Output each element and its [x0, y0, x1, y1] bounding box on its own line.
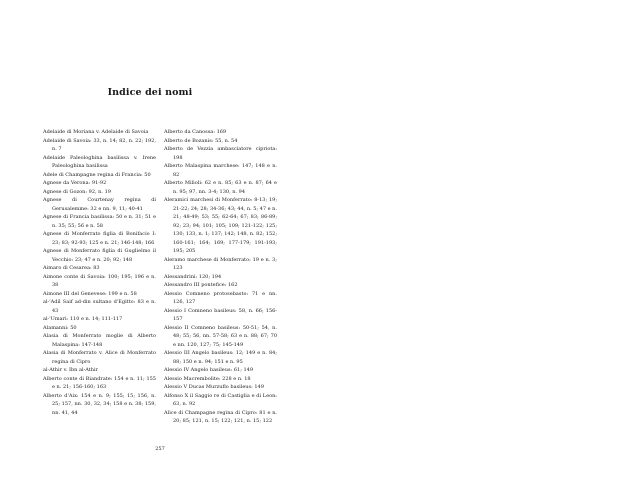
index-entry: Alberto d'Aix: 154 e n. 9; 155; 15; 156, n. 25; 157, nn. 30, 32, 34; 158 e n. 38; 159, nn. 41, 44	[43, 392, 156, 416]
index-entry: Alasia di Monferrato v. Alice di Monferrato regina di Cipro	[43, 350, 156, 365]
index-entry: Alasia di Monferrato moglie di Alberto Malaspina: 147-148	[43, 333, 156, 348]
index-entry: Alessandro III pontefice: 162	[164, 282, 238, 288]
index-entry: Alessio Comneno protosebasto: 71 e nn. 126, 127	[164, 290, 277, 305]
index-entry: al-'Umari: 110 e n. 14; 111-117	[43, 316, 123, 322]
index-entry: Alfonso X il Saggio re di Castiglia e di Leon: 63, n. 92	[164, 392, 277, 407]
page-number: 257	[155, 446, 165, 452]
index-entry: Alberto Milioli: 62 e n. 85; 63 e n. 87; 64 e n. 95; 97, nn. 3-4; 130, n. 94	[164, 180, 277, 195]
page-title: Indice dei nomi	[107, 87, 193, 98]
index-entry: Alice di Champagne regina di Cipro: 81 e n. 20; 85; 121, n. 15; 122; 121, n. 15; 122	[164, 409, 277, 424]
index-entry: Alberto de Vezzia ambasciatore cipriota: 198	[164, 146, 277, 161]
index-entry: Alessio II Comneno basileus: 50-51; 54, n. 48; 55; 56, nn. 57-58; 63 e n. 88; 67; 70 e nn. 120, 127; 75; 145-149	[164, 324, 277, 348]
index-entry: Adele di Champagne regina di Francia: 50	[43, 171, 151, 178]
index-entry: Aimaro di Cesarea: 83	[43, 265, 100, 271]
index-entry: Adelaide Paleologhina basilissa v. Irene Paleologhina basilissa	[43, 154, 156, 169]
index-column-left	[43, 128, 156, 417]
index-entry: Alessio V Ducas Murzuflo basileus: 149	[164, 384, 264, 390]
index-entry: Alberto de Bozanis: 55, n. 54	[164, 137, 238, 144]
index-entry: Aleramici marchesi di Monferrato: 8-13; 19; 21-22; 24; 28; 34-36; 43; 44, n. 5; 47 e n. 21; 48-49; 53; 55; 62-64; 67; 83; 86-89; 92; 23; 94; 101; 105; 109; 121-122; 125; 130; 133, n. 1; 137; 142; 148, n. 82; 152; 160-161; 164; 169; 177-179; 191-193; 195; 205	[164, 197, 278, 254]
index-entry: al-'Adil Saif ad-din sultano d'Egitto: 83 e n. 43	[43, 299, 156, 314]
index-entry: Adelaide di Savoia: 33, n. 14; 82, n. 22; 192, n. 7	[43, 137, 156, 152]
index-entry: Alberto conte di Biandrate: 154 e n. 11; 155 e n. 21; 156-160; 163	[43, 375, 156, 390]
index-entry: Aleramo marchese di Monferrato: 19 e n. 3; 123	[164, 256, 277, 271]
index-entry: Alessio IV Angelo basileus: 61; 149	[164, 367, 254, 373]
index-entry: Agnese di Gozon: 92, n. 19	[43, 188, 111, 195]
index-entry: Alessandrini: 120; 194	[164, 273, 222, 280]
index-entry: Alessio III Angelo basileus: 12; 149 e n. 84; 88; 150 e n. 94; 151 e n. 95	[164, 350, 277, 365]
index-entry: Agnese di Monferrato figlia di Guglielmo il Vecchio: 23; 47 e n. 20; 92; 148	[43, 248, 156, 263]
index-entry: Agnese di Courtenay regina di Gerusalemme: 32 e nn. 9, 11; 40-41	[43, 197, 156, 212]
index-entry: Alamanni: 50	[43, 324, 77, 331]
index-entry: Agnese di Monferrato figlia di Bonifacio I: 23; 83; 92-93; 125 e n. 21; 146-148; 166	[43, 231, 156, 246]
index-entry: al-Athir v. Ibn al-Athir	[43, 367, 99, 373]
index-entry: Alessio Macrembolite: 228 e n. 18	[164, 375, 251, 382]
index-column-right	[164, 128, 277, 426]
index-entry: Agnese da Verona: 91-92	[43, 180, 107, 186]
index-entry: Aimone conte di Savoia: 100; 195; 196 e n. 38	[43, 273, 156, 288]
index-entry: Adelaide di Moriana v. Adelaide di Savoia	[43, 129, 149, 135]
index-entry: Alberto da Canossa: 169	[164, 129, 227, 135]
index-entry: Aimone III del Genevese: 199 e n. 58	[43, 290, 137, 297]
index-entry: Agnese di Francia basilissa: 50 e n. 31; 51 e n. 35; 55; 56 e n. 58	[43, 214, 156, 229]
index-entry: Alberto Malaspina marchese: 147; 148 e n. 82	[164, 163, 277, 178]
index-entry: Alessio I Comneno basileus: 58, n. 66; 156-157	[164, 307, 277, 322]
